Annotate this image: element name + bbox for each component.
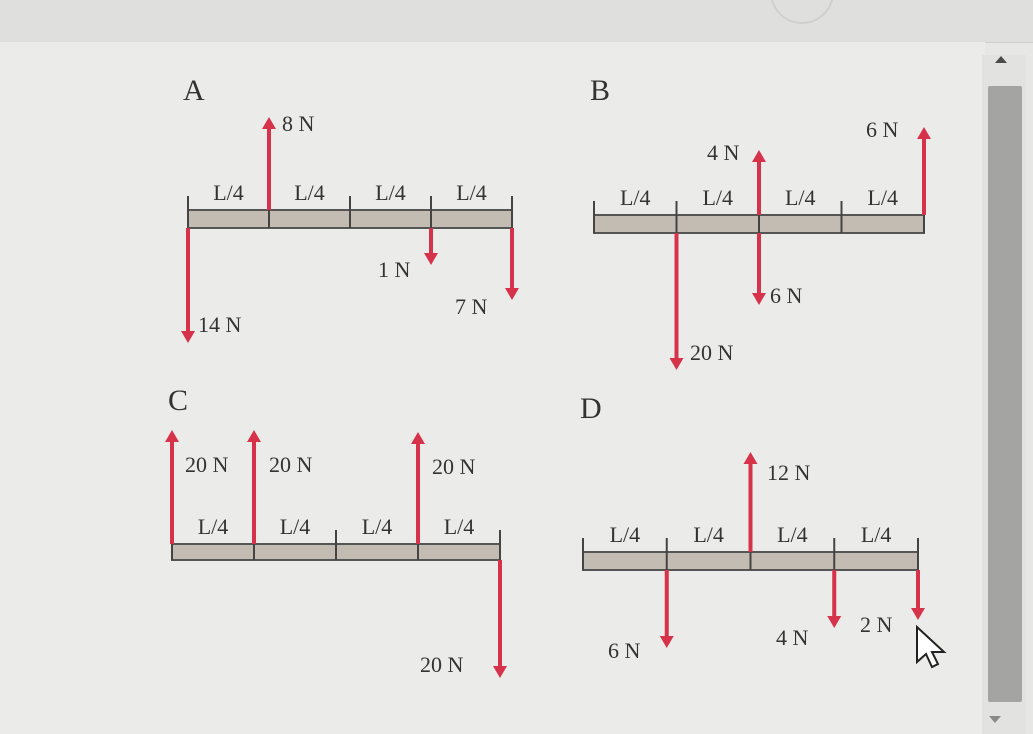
segment-label: L/4 (609, 522, 641, 547)
force-magnitude-label: 4 N (776, 625, 809, 650)
force-arrow-down-icon (505, 288, 519, 300)
force-arrow-down-icon (424, 253, 438, 265)
diagram-a (181, 74, 519, 343)
force-magnitude-label: 20 N (432, 454, 476, 479)
force-magnitude-label: 7 N (455, 294, 488, 319)
segment-label: L/4 (860, 522, 892, 547)
segment-label: L/4 (702, 185, 734, 210)
force-arrow-down-icon (911, 608, 925, 620)
mouse-cursor-icon (914, 624, 950, 670)
segment-label: L/4 (213, 180, 244, 205)
force-arrow-down-icon (493, 666, 507, 678)
diagram-letter: A (183, 74, 205, 107)
force-magnitude-label: 20 N (269, 452, 313, 477)
force-magnitude-label: 6 N (866, 117, 899, 142)
force-magnitude-label: 20 N (420, 652, 464, 677)
force-magnitude-label: 8 N (282, 111, 315, 136)
diagram-d (580, 392, 925, 663)
force-magnitude-label: 1 N (378, 257, 411, 282)
diagram-letter: B (590, 74, 611, 107)
segment-label: L/4 (279, 514, 311, 539)
force-arrow-up-icon (165, 430, 179, 442)
scroll-up-icon[interactable] (995, 56, 1007, 63)
diagram-c (165, 384, 507, 678)
force-arrow-up-icon (247, 430, 261, 442)
segment-label: L/4 (784, 185, 816, 210)
force-magnitude-label: 20 N (185, 452, 229, 477)
segment-label: L/4 (456, 180, 487, 205)
force-magnitude-label: 6 N (770, 283, 803, 308)
segment-label: L/4 (777, 522, 808, 547)
force-arrow-up-icon (411, 432, 425, 444)
force-magnitude-label: 12 N (767, 460, 811, 485)
segment-label: L/4 (867, 185, 899, 210)
segment-label: L/4 (361, 514, 393, 539)
segment-label: L/4 (443, 514, 475, 539)
segment-label: L/4 (375, 180, 406, 205)
force-arrow-down-icon (670, 358, 684, 370)
segment-label: L/4 (197, 514, 229, 539)
force-arrow-down-icon (827, 616, 841, 628)
segment-label: L/4 (619, 185, 651, 210)
force-arrow-up-icon (917, 127, 931, 139)
force-arrow-down-icon (181, 331, 195, 343)
force-magnitude-label: 20 N (690, 340, 734, 365)
scrollbar-thumb[interactable] (988, 86, 1022, 702)
diagram-letter: D (580, 392, 602, 425)
segment-label: L/4 (693, 522, 724, 547)
force-arrow-down-icon (660, 636, 674, 648)
force-arrow-up-icon (752, 150, 766, 162)
force-magnitude-label: 4 N (707, 140, 740, 165)
force-arrow-down-icon (752, 293, 766, 305)
diagram-letter: C (168, 384, 189, 417)
diagram-b (590, 74, 931, 370)
force-magnitude-label: 2 N (860, 612, 893, 637)
force-arrow-up-icon (744, 452, 758, 464)
segment-label: L/4 (294, 180, 325, 205)
scroll-down-icon[interactable] (989, 716, 1001, 723)
force-arrow-up-icon (262, 117, 276, 129)
force-magnitude-label: 6 N (608, 638, 641, 663)
force-magnitude-label: 14 N (198, 312, 242, 337)
